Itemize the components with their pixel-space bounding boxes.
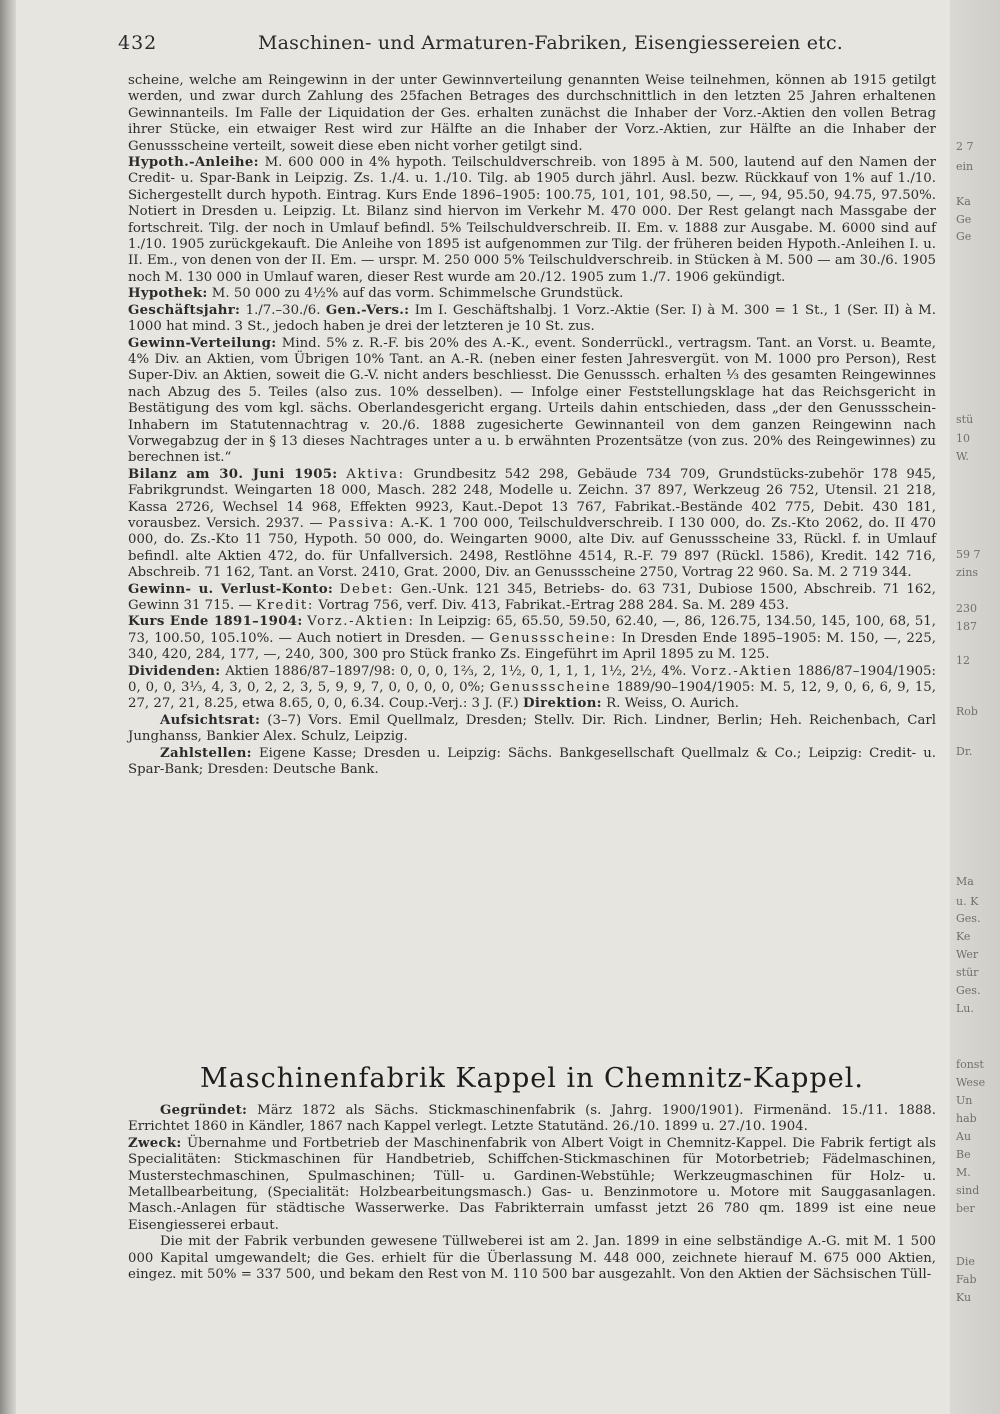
kurs-label: Kurs Ende 1891–1904: [128,614,303,630]
margin-fragment: fonst [956,1058,984,1071]
margin-fragment: Ges. [956,984,981,997]
page-header [118,28,948,58]
bilanz-label: Bilanz am 30. Juni 1905: [128,466,338,482]
margin-fragment: Ge [956,213,972,226]
kurs-gs-text: In Dresden Ende 1895–1905: M. 150, —, 225, 340, 420, 284, 177, —, 240, 300, 300 pro Stück franko Zs. Eingeführt im April 1895 zu M. 125. [128,630,936,663]
margin-fragment: Lu. [956,1002,974,1015]
dividenden-label: Dividenden: [128,663,221,679]
margin-fragment: Be [956,1148,971,1161]
margin-fragment: Ku [956,1291,972,1304]
direktion-text: R. Weiss, O. Aurich. [606,696,739,712]
aktiva-text: Grundbesitz 542 298, Gebäude 734 709, Grundstücks-zubehör 178 945, Fabrikgrundst. Weingarten 18 000, Masch. 282 248, Modelle u. Zeichn. 37 897, Werkzeug 26 752, Utensil. 21 218, Kassa 2726, Wechsel 14 968, Effekten 9923, Kaut.-Depot 13 767, Fabrikat.-Bestände 402 775, Debit. 430 181, vorausbez. Versich. 2937. — [128,466,936,531]
gj-label: Geschäftsjahr: [128,302,241,318]
hypothek-label: Hypothek: [128,286,208,302]
margin-fragment: Rob [956,705,978,718]
margin-fragment: Wer [956,948,979,961]
aktiva-label: Aktiva: [346,466,405,482]
passiva-text: A.-K. 1 700 000, Teilschuldverschreib. I 130 000, do. Zs.-Kto 2062, do. II 470 000, do. Zs.-Kto 11 750, Hypoth. 50 000, do. Weingarten 9000, alte Div. auf Genussscheine 33, Rückl. f. in Umlauf befindl. alte Aktien 472, do. für Unfallversich. 2498, Restlöhne 4514, R.-F. 79 897 (Rückl. 1586), Kredit. 142 716, Abschreib. 71 162, Tant. an Vorst. 2410, Grat. 2000, Div. an Genussscheine 2750, Vortrag 22 960. Sa. M. 2 719 344. [128,515,937,581]
gegruendet-text: März 1872 als Sächs. Stickmaschinenfabrik (s. Jahrg. 1900/1901). Firmenänd. 15./11. 1888. Errichtet 1860 in Kändler, 1867 nach Kappel verlegt. Letzte Statutänd. 26./10. 1899 u. 27./10. 1904. [128,1103,936,1135]
debet-text: Gen.-Unk. 121 345, Betriebs- do. 63 731, Dubiose 1500, Abschreib. 71 162, Gewinn 31 715. — [128,581,936,613]
margin-fragment: stü [956,413,974,426]
aufsichtsrat-label: Aufsichtsrat: [160,712,261,728]
margin-fragment: Die [956,1255,975,1268]
gegruendet-label: Gegründet: [160,1103,248,1118]
div-vz-text: 1886/87–1904/1905: 0, 0, 0, 3⅓, 4, 3, 0, 2, 2, 3, 5, 9, 9, 7, 0, 0, 0, 0, 0%; [128,663,936,696]
margin-fragment: Un [956,1094,973,1107]
margin-fragment: Au [956,1130,972,1143]
div-vz-label: Vorz.-Aktien [691,663,793,679]
section-title: Maschinenfabrik Kappel in Chemnitz-Kappel. [200,1063,864,1094]
gewinn-text: Mind. 5% z. R.-F. bis 20% des A.-K., event. Sonderrückl., vertragsm. Tant. an Vorst. u. Beamte, 4% Div. an Aktien, vom Übrigen 10% Tant. an A.-R. (neben einer festen Jahresvergüt. von M. 1000 pro Person), Rest Super-Div. an Aktien, soweit die G.-V. nicht anders beschliesst. Die Genusssch. erhalten ⅓ des gesamten Reingewinnes nach Abzug des 5. Teiles (also zus. 10% desselben). — Infolge einer Feststellungsklage hat das Reichsgericht in Bestätigung des vom kgl. sächs. Oberlandesgericht ergang. Urteils dahin entschieden, dass „der den Genussschein-Inhabern im Statutennachtrag v. 20./6. 1888 zugesicherte Gewinnanteil von dem ganzen Reingewinn nach Vorwegabzug der in § 13 dieses Nachtrages unter a u. b erwähnten Prozentsätze (von zus. 20% des Reingewinnes) zu berechnen ist.“ [128,335,937,466]
margin-fragment: 2 7 [956,140,974,153]
margin-fragment: stür [956,966,979,979]
hypoth-label: Hypoth.-Anleihe: [128,155,259,171]
article-kappel [128,1103,936,1283]
zahlstellen-label: Zahlstellen: [160,745,252,761]
margin-fragment: ber [956,1202,975,1215]
article-wanderer-continued [128,73,936,778]
margin-fragment: Ge [956,230,972,243]
margin-fragment: 187 [956,620,977,633]
kurs-text: In Leipzig: 65, 65.50, 59.50, 62.40, —, 86, 126.75, 134.50, 145, 100, 68, 51, 73, 100.50, 105.10%. — Auch notiert in Dresden. — [128,614,936,646]
kurs-vz-label: Vorz.-Aktien: [307,614,415,630]
margin-fragment: ein [956,160,974,173]
margin-fragment: Ka [956,195,971,208]
running-head: Maschinen- und Armaturen-Fabriken, Eisengiessereien etc. [258,32,844,54]
margin-fragment: u. K [956,895,979,908]
margin-fragment: 10 [956,432,970,445]
tuellweberei-paragraph: Die mit der Fabrik verbunden gewesene Tüllweberei ist am 2. Jan. 1899 in eine selbständige A.-G. mit M. 1 500 000 Kapital umgewandelt; die Ges. erhielt für die Überlassung M. 448 000, zeichnete hierauf M. 675 000 Aktien, eingez. mit 50% = 337 500, und bekam den Rest von M. 110 500 bar ausgezahlt. Von den Aktien der Sächsischen Tüll- [128,1234,936,1283]
zweck-label: Zweck: [128,1135,182,1151]
gv-text: Im I. Geschäftshalbj. 1 Vorz.-Aktie (Ser. I) à M. 300 = 1 St., 1 (Ser. II) à M. 1000 hat mind. 3 St., jedoch haben je drei der letzteren je 10 St. zus. [128,302,936,335]
zweck-text: Übernahme und Fortbetrieb der Maschinenfabrik von Albert Voigt in Chemnitz-Kappel. Die Fabrik fertigt als Specialitäten: Stickmaschinen für Handbetrieb, Schiffchen-Stickmaschinen für Motorbetrieb; Fädelmaschinen, Musterstechmaschinen, Spulmaschinen; Tüll- u. Gardinen-Webstühle; Werkzeugmaschinen für Holz- u. Metallbearbeitung, (Specialität: Holzbearbeitungsmasch.) Gas- u. Benzinmotore u. Motore mit Sauggasanlagen. Masch.-Anlagen für städtische Wasserwerke. Das Fabrikterrain umfasst jetzt 26 780 qm. 1899 ist eine neue Eisengiesserei erbaut. [128,1135,936,1233]
aufsichtsrat-text: (3–7) Vors. Emil Quellmalz, Dresden; Stellv. Dir. Rich. Lindner, Berlin; Heh. Reichenbach, Carl Junghanss, Bankier Alex. Schulz, Leipzig. [128,712,937,745]
margin-fragment: zins [956,566,979,579]
gj-text: 1./7.–30./6. [245,302,321,318]
margin-fragment: 59 7 [956,548,981,561]
kredit-text: Vortrag 756, verf. Div. 413, Fabrikat.-Ertrag 288 284. Sa. M. 289 453. [318,598,789,613]
gewinn-label: Gewinn-Verteilung: [128,335,277,351]
kurs-gs-label: Genussscheine: [489,630,617,646]
margin-fragment: M. [956,1166,971,1179]
hypoth-text: M. 600 000 in 4% hypoth. Teilschuldverschreib. von 1895 à M. 500, lautend auf den Namen der Credit- u. Spar-Bank in Leipzig. Zs. 1./4. u. 1./10. Tilg. ab 1905 durch jährl. Ausl. bezw. Rückkauf von 1% auf 1./10. Sichergestellt durch hypoth. Eintrag. Kurs Ende 1896–1905: 100.75, 101, 101, 98.50, —, —, 94, 95.50, 94.75, 97.50%. Notiert in Dresden u. Leipzig. Lt. Bilanz sind hiervon im Verkehr M. 470 000. Der Rest gelangt nach Massgabe der fortschreit. Tilg. der noch in Umlauf befindl. 5% Teilschuldverschreib. II. Em. v. 1888 zur Ausgabe. M. 6000 sind auf 1./10. 1905 zurückgekauft. Die Anleihe von 1895 ist aufgenommen zur Tilg. der früheren beiden Hypoth.-Anleihen I. u. II. Em., von denen von der II. Em. — urspr. M. 250 000 5% Teilschuldverschreib. in Stücken à M. 500 — am 30./6. 1905 noch M. 130 000 in Umlauf waren, dieser Rest wurde am 20./12. 1905 zum 1./7. 1906 gekündigt. [128,155,936,285]
page-number: 432 [118,32,158,54]
margin-fragment: 230 [956,602,977,615]
passiva-label: Passiva: [328,515,396,531]
margin-fragment: Ges. [956,912,981,925]
direktion-label: Direktion: [522,696,602,712]
margin-fragment: Wese [956,1076,986,1089]
div-gs-label: Genussscheine [489,680,612,696]
facing-page-edge [950,0,1000,1414]
hypothek-text: M. 50 000 zu 4½% auf das vorm. Schimmelsche Grundstück. [211,286,624,302]
margin-fragment: W. [956,450,969,463]
debet-label: Debet: [339,581,395,597]
margin-fragment: hab [956,1112,977,1125]
margin-fragment: Dr. [956,745,973,758]
guv-label: Gewinn- u. Verlust-Konto: [128,581,334,597]
div-gs-text: 1889/90–1904/1905: M. 5, 12, 9, 0, 6, 6, 9, 15, 27, 27, 21, 8.25, etwa 8.65, 0, 0, 6.34. Coup.-Verj.: 3 J. (F.) [128,680,936,712]
kredit-label: Kredit: [256,598,314,613]
margin-fragment: Ma [956,875,974,888]
gv-label: Gen.-Vers.: [325,302,410,318]
margin-fragment: 12 [956,654,970,667]
margin-fragment: sind [956,1184,980,1197]
dividenden-text: Aktien 1886/87–1897/98: 0, 0, 0, 1⅔, 2, 1½, 0, 1, 1, 1, 1½, 2½, 4%. [225,663,687,679]
zahlstellen-text: Eigene Kasse; Dresden u. Leipzig: Sächs. Bankgesellschaft Quellmalz & Co.; Leipzig: Credit- u. Spar-Bank; Dresden: Deutsche Bank. [128,745,936,778]
margin-fragment: Ke [956,930,971,943]
margin-fragment: Fab [956,1273,977,1286]
left-binding-shadow [0,0,16,1414]
intro-paragraph: scheine, welche am Reingewinn in der unter Gewinnverteilung genannten Weise teilnehmen, können ab 1915 getilgt werden, und zwar durch Zahlung des 25fachen Betrages des durchschnittlich in den letzten 25 Jahren erhaltenen Gewinnanteils. Im Falle der Liquidation der Ges. erhalten zunächst die Inhaber der Vorz.-Aktien den vollen Betrag ihrer Stücke, ein etwaiger Rest wird zur Hälfte an die Inhaber der Vorz.-Aktien, zur Hälfte an die Inhaber der Genussscheine verteilt, soweit diese eben nicht vorher getilgt sind. [128,73,936,154]
